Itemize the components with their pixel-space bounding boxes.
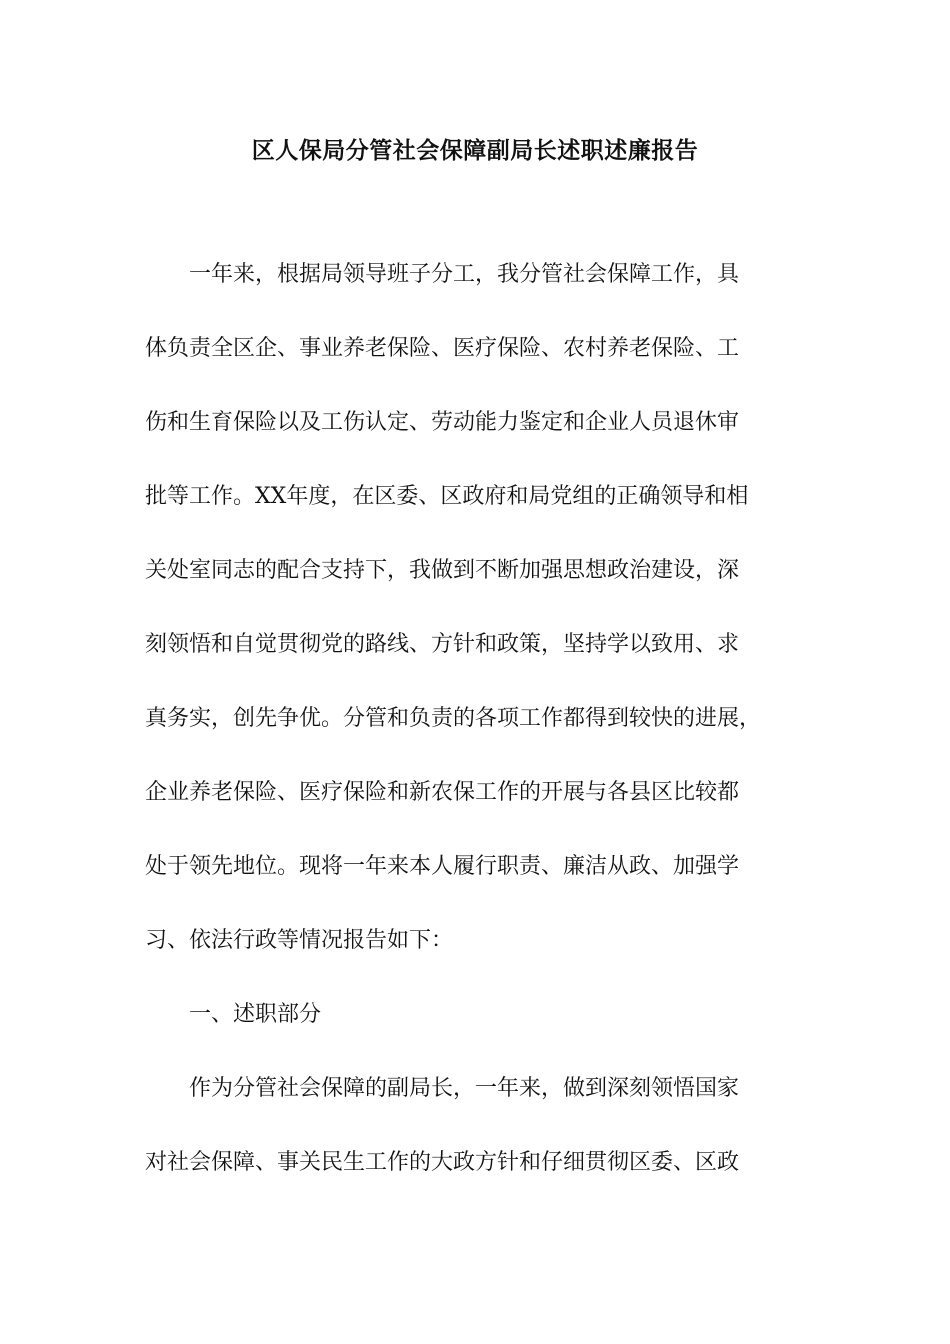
paragraph-section-one [145,1052,805,1200]
text-line: 处于领先地位。现将一年来本人履行职责、廉洁从政、加强学 [145,854,740,879]
text-line: 企业养老保险、医疗保险和新农保工作的开展与各县区比较都 [145,780,740,805]
document-title: 区人保局分管社会保障副局长述职述廉报告 [251,138,699,164]
section-heading [145,978,805,1052]
text-line: 真务实，创先争优。分管和负责的各项工作都得到较快的进展， [145,706,762,731]
text-line: 作为分管社会保障的副局长，一年来，做到深刻领悟国家 [145,1076,740,1101]
text-line: 关处室同志的配合支持下，我做到不断加强思想政治建设，深 [145,558,740,583]
text-line: 体负责全区企、事业养老保险、医疗保险、农村养老保险、工 [145,336,740,361]
text-line: 伤和生育保险以及工伤认定、劳动能力鉴定和企业人员退休审 [145,410,740,435]
paragraph-intro [145,238,805,978]
text-line: 对社会保障、事关民生工作的大政方针和仔细贯彻区委、区政 [145,1150,740,1175]
section-heading-text: 一、述职部分 [145,1002,322,1027]
text-line: 刻领悟和自觉贯彻党的路线、方针和政策，坚持学以致用、求 [145,632,740,657]
text-line: 习、依法行政等情况报告如下： [145,928,454,953]
text-line: 一年来，根据局领导班子分工，我分管社会保障工作，具 [145,262,740,287]
text-line: 批等工作。XX年度，在区委、区政府和局党组的正确领导和相 [145,484,749,509]
